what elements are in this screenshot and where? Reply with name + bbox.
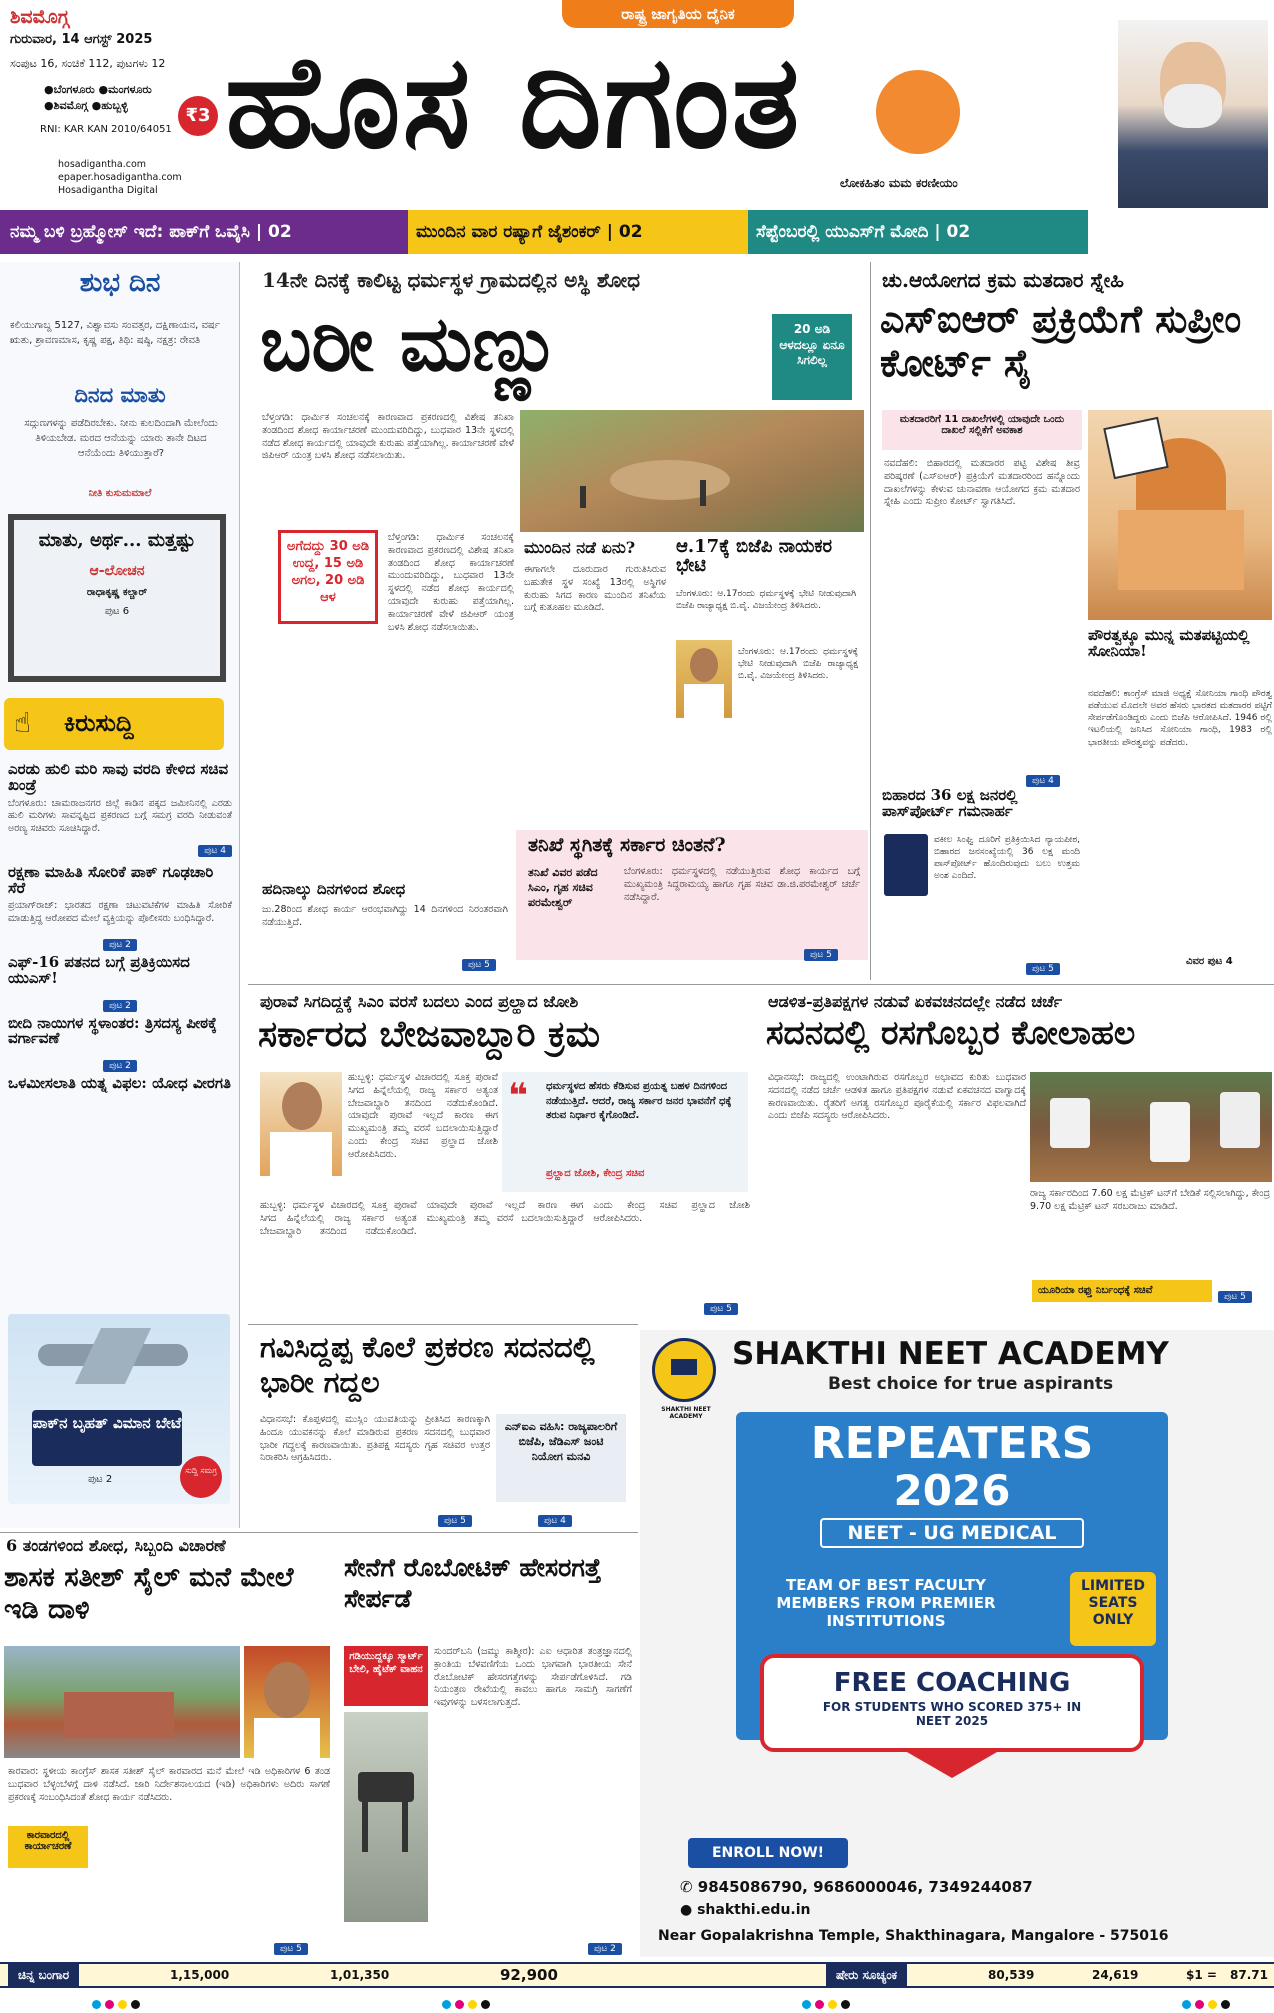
digital-link[interactable]: Hosadigantha Digital bbox=[58, 185, 158, 196]
panchanga: ಕಲಿಯುಗಾಬ್ದ 5127, ವಿಶ್ವಾವಸು ಸಂವತ್ಸರ, ದಕ್ಷಿಣಾಯನ, ವರ್ಷ ಋತು, ಶ್ರಾವಣಮಾಸ, ಕೃಷ್ಣ ಪಕ್ಷ, ತಿಥಿ: ಷಷ್ಠಿ, ನಕ್ಷತ್ರ: ರೇವತಿ bbox=[10, 320, 220, 346]
address-line: Near Gopalakrishna Temple, Shakthinagara, Mangalore - 575016 bbox=[658, 1928, 1169, 1944]
left-sidebar bbox=[0, 262, 240, 1528]
murder-side: ಎನ್‌ಐಎ ವಹಿಸಿ: ರಾಜ್ಯಪಾಲರಿಗೆ ಬಿಜೆಪಿ, ಜೆಡಿಎಸ್ ಜಂಟಿ ನಿಯೋಗ ಮನವಿ bbox=[496, 1414, 626, 1502]
joshi-photo bbox=[260, 1072, 342, 1176]
edition-item: ಹುಬ್ಬಳ್ಳಿ bbox=[101, 99, 128, 112]
tanikhe-head[interactable]: ತನಿಖೆ ಸ್ಥಗಿತಕ್ಕೆ ಸರ್ಕಾರ ಚಿಂತನೆ? bbox=[528, 834, 726, 856]
sonia-body: ನವದೆಹಲಿ: ಕಾಂಗ್ರೆಸ್ ಮಾಜಿ ಅಧ್ಯಕ್ಷೆ ಸೋನಿಯಾ ಗಾಂಧಿ ಪೌರತ್ವ ಪಡೆಯುವ ಮೊದಲೇ ಅವರ ಹೆಸರು ಭಾರತದ ಮತದಾರರ ಪಟ್ಟಿಗೆ ಸೇರ್ಪಡೆಗೊಂಡಿದ್ದರು ಎಂದು ಬಿಜೆಪಿ ಆರೋಪಿಸಿದೆ. 1946 ರಲ್ಲಿ ಇಟಲಿಯಲ್ಲಿ ಜನಿಸಿದ ಸೋನಿಯಾ ಗಾಂಧಿ, 1983 ರಲ್ಲಿ ಭಾರತೀಯ ಪೌರತ್ವವನ್ನು ಪಡೆದರು. bbox=[1088, 689, 1272, 748]
epaper-link[interactable]: epaper.hosadigantha.com bbox=[58, 172, 182, 183]
free-coaching-box bbox=[760, 1654, 1144, 1752]
brief-body: ಬೆಂಗಳೂರು: ಚಾಮರಾಜನಗರ ಜಿಲ್ಲೆ ಕಾಡಿನ ಪಕ್ಕದ ಜಮೀನಿನಲ್ಲಿ ಎರಡು ಹುಲಿ ಮರಿಗಳು ಸಾವನ್ನಪ್ಪಿದ ಪ್ರಕರಣದ ಬಗ್ಗೆ ಸಮಗ್ರ ವರದಿ ನೀಡುವಂತೆ ಅರಣ್ಯ ಸಚಿವರು ಸೂಚಿಸಿದ್ದಾರೆ. bbox=[8, 797, 232, 835]
tagline-banner: ರಾಷ್ಟ್ರ ಜಾಗೃತಿಯ ದೈನಿಕ bbox=[562, 0, 794, 28]
date-line: ಗುರುವಾರ, 14 ಆಗಸ್ಟ್ 2025 bbox=[10, 32, 153, 47]
rule bbox=[248, 984, 1274, 985]
teaser-3[interactable]: ಸೆಪ್ಟೆಂಬರಲ್ಲಿ ಯುಎಸ್‌ಗೆ ಮೋದಿ | 02 bbox=[748, 210, 1088, 254]
robot-photo bbox=[344, 1712, 428, 1922]
quote-icon: ❝ bbox=[508, 1076, 528, 1116]
fertilizer-story bbox=[764, 990, 1274, 1320]
joshi-body: ಹುಬ್ಬಳ್ಳಿ: ಧರ್ಮಸ್ಥಳ ವಿಚಾರದಲ್ಲಿ ಸೂಕ್ತ ಪುರಾವೆ ಸಿಗದ ಹಿನ್ನೆಲೆಯಲ್ಲಿ ರಾಜ್ಯ ಸರ್ಕಾರ ಅತ್ಯಂತ ಬೇಜವಾಬ್ದಾರಿ ತನದಿಂದ ನಡೆದುಕೊಂಡಿದೆ. ಯಾವುದೇ ಪುರಾವೆ ಇಲ್ಲದೆ ಕಾರಣ ಈಗ ಮುಖ್ಯಮಂತ್ರಿ ತಮ್ಮ ವರಸೆ ಬದಲಾಯಿಸುತ್ತಿದ್ದಾರೆ ಎಂದು ಕೇಂದ್ರ ಸಚಿವ ಪ್ರಲ್ಹಾದ ಜೋಶಿ ಆರೋಪಿಸಿದರು. bbox=[348, 1072, 498, 1160]
cmyk-dots bbox=[440, 1994, 492, 2013]
brief-head[interactable]: ಎಫ್-16 ಪತನದ ಬಗ್ಗೆ ಪ್ರತಿಕ್ರಿಯಿಸದ ಯುಎಸ್! bbox=[8, 953, 190, 987]
limited-badge: LIMITED SEATS ONLY bbox=[1070, 1572, 1156, 1646]
robot-story bbox=[340, 1536, 638, 1956]
phone-line bbox=[680, 1878, 1033, 1896]
passport-icon bbox=[884, 834, 928, 896]
bjp-visit-body: ಬೆಂಗಳೂರು: ಆ.17ರಂದು ಧರ್ಮಸ್ಥಳಕ್ಕೆ ಭೇಟಿ ನೀಡುವುದಾಗಿ ಬಿಜೆಪಿ ರಾಜ್ಯಾಧ್ಯಕ್ಷ ಬಿ.ವೈ. ವಿಜಯೇಂದ್ರ ತಿಳಿಸಿದರು. bbox=[676, 589, 856, 612]
brief-head[interactable]: ರಕ್ಷಣಾ ಮಾಹಿತಿ ಸೋರಿಕೆ ಪಾಕ್ ಗೂಢಚಾರಿ ಸೆರೆ bbox=[8, 862, 214, 897]
ed-tag: ಕಾರವಾರದಲ್ಲಿ ಕಾರ್ಯಾಚರಣೆ bbox=[8, 1826, 88, 1868]
cmyk-dots bbox=[800, 1994, 852, 2013]
brief-more[interactable]: ಪುಟ 2 bbox=[8, 932, 232, 951]
lead-photo bbox=[520, 410, 864, 532]
quote-source: ನೀತಿ ಕುಸುಮಮಾಲೆ bbox=[88, 488, 152, 499]
lead-body-col2: ಬೆಳ್ತಂಗಡಿ: ಧಾರ್ಮಿಕ ಸಂಚಲನಕ್ಕೆ ಕಾರಣವಾದ ಪ್ರಕರಣದಲ್ಲಿ ವಿಶೇಷ ತನಿಖಾ ತಂಡದಿಂದ ಶೋಧ ಕಾರ್ಯಾಚರಣೆ ಮುಂದುವರಿದಿದ್ದು, ಬುಧವಾರ 13ನೇ ಸ್ಥಳದಲ್ಲಿ ನಡೆದ ಶೋಧ ಕಾರ್ಯದಲ್ಲಿ ಯಾವುದೇ ಕುರುಹು ಪತ್ತೆಯಾಗಿಲ್ಲ. ಕಾರ್ಯಾಚರಣೆ ವೇಳೆ ಜಿಪಿಆರ್ ಯಂತ್ರ ಬಳಸಿ ಶೋಧ ನಡೆಸಲಾಯಿತು. bbox=[388, 532, 514, 633]
academy-title: SHAKTHI NEET ACADEMY bbox=[732, 1336, 1169, 1372]
murder-more[interactable]: ಪುಟ 5 bbox=[438, 1508, 472, 1527]
fertilizer-body-2: ರಾಜ್ಯ ಸರ್ಕಾರದಿಂದ 7.60 ಲಕ್ಷ ಮೆಟ್ರಿಕ್ ಟನ್‌ಗೆ ಬೇಡಿಕೆ ಸಲ್ಲಿಸಲಾಗಿದ್ದು, ಕೇಂದ್ರ 9.70 ಲಕ್ಷ ಮೆಟ್ರಿಕ್ ಟನ್ ಸರಬರಾಜು ಮಾಡಿದೆ. bbox=[1030, 1188, 1270, 1212]
website[interactable]: shakthi.edu.in bbox=[697, 1902, 811, 1918]
cmyk-dots bbox=[1180, 1994, 1232, 2013]
edition-item: ಬೆಂಗಳೂರು bbox=[53, 83, 95, 96]
year-text: 2026 bbox=[893, 1466, 1011, 1515]
motto: ಲೋಕಹಿತಂ ಮಮ ಕರಣೀಯಂ bbox=[840, 176, 958, 190]
lead-kicker[interactable]: 14ನೇ ದಿನಕ್ಕೆ ಕಾಲಿಟ್ಟ ಧರ್ಮಸ್ಥಳ ಗ್ರಾಮದಲ್ಲಿನ ಅಸ್ಥಿ ಶೋಧ bbox=[262, 268, 641, 292]
teaser-text: ನಮ್ಮ ಬಳಿ ಬ್ರಹ್ಮೋಸ್ ಇದೆ: ಪಾಕ್‌ಗೆ ಒವೈಸಿ bbox=[10, 222, 250, 242]
lead-story bbox=[248, 262, 868, 980]
silver-value: 92,900 bbox=[500, 1966, 558, 1984]
fertilizer-headline[interactable]: ಸದನದಲ್ಲಿ ರಸಗೊಬ್ಬರ ಕೋಲಾಹಲ bbox=[766, 1013, 1136, 1052]
fertilizer-more[interactable]: ಪುಟ 5 bbox=[1218, 1284, 1252, 1303]
teaser-strip bbox=[0, 210, 1274, 254]
teaser-page: 02 bbox=[946, 222, 971, 242]
brief-body: ಪ್ರಯಾಗ್‌ರಾಜ್: ಭಾರತದ ರಕ್ಷಣಾ ಚಟುವಟಿಕೆಗಳ ಮಾಹಿತಿ ಸೋರಿಕೆ ಮಾಡುತ್ತಿದ್ದ ಆರೋಪದ ಮೇಲೆ ವ್ಯಕ್ತಿಯನ್ನು ಪೊಲೀಸರು ಬಂಧಿಸಿದ್ದಾರೆ. bbox=[8, 900, 232, 925]
sail-photo bbox=[244, 1646, 330, 1758]
house-photo bbox=[4, 1646, 240, 1758]
neet-ad[interactable] bbox=[640, 1330, 1274, 1957]
teaser-text: ಸೆಪ್ಟೆಂಬರಲ್ಲಿ ಯುಎಸ್‌ಗೆ ಮೋದಿ bbox=[756, 222, 929, 242]
supreme-court-graphic bbox=[1088, 410, 1272, 620]
joshi-story bbox=[248, 990, 756, 1320]
free-coaching-sub: FOR STUDENTS WHO SCORED 375+ IN NEET 2025 bbox=[822, 1700, 1082, 1728]
bihar-head[interactable]: ಬಿಹಾರದ 36 ಲಕ್ಷ ಜನರಲ್ಲಿ ಪಾಸ್‌ಪೋರ್ಟ್ ಗಮನಾರ್ಹ bbox=[882, 786, 1018, 820]
cmyk-dots bbox=[90, 1994, 142, 2013]
globe-icon: ● bbox=[680, 1902, 698, 1918]
joshi-quote-box bbox=[502, 1072, 748, 1192]
column-title: ಮಾತು, ಅರ್ಥ... ಮತ್ತಷ್ಟು bbox=[38, 530, 196, 551]
joshi-quote: ಧರ್ಮಸ್ಥಳದ ಹೆಸರು ಕೆಡಿಸುವ ಪ್ರಯತ್ನ ಬಹಳ ದಿನಗಳಿಂದ ನಡೆಯುತ್ತಿದೆ. ಆದರೆ, ರಾಜ್ಯ ಸರ್ಕಾರ ಜನರ ಭಾವನೆಗೆ ಧಕ್ಕೆ ತರುವ ನಿರ್ಧಾರ ಕೈಗೊಂಡಿದೆ. bbox=[546, 1081, 732, 1121]
gold-label: ಚಿನ್ನ ಬಂಗಾರ bbox=[8, 1964, 79, 1986]
brief-head[interactable]: ಬೀದಿ ನಾಯಿಗಳ ಸ್ಥಳಾಂತರ: ತ್ರಿಸದಸ್ಯ ಪೀಠಕ್ಕೆ ವರ್ಗಾವಣೆ bbox=[8, 1013, 217, 1048]
rule bbox=[0, 1532, 638, 1533]
lead-sub-body: ಜು.28ರಿಂದ ಶೋಧ ಕಾರ್ಯ ಆರಂಭವಾಗಿದ್ದು 14 ದಿನಗಳಿಂದ ನಿರಂತರವಾಗಿ ನಡೆಯುತ್ತಿದೆ. bbox=[262, 904, 508, 928]
nifty-value: 24,619 bbox=[1092, 1968, 1139, 1982]
lead-red-box: ಅಗೆದದ್ದು 30 ಅಡಿ ಉದ್ದ, 15 ಅಡಿ ಅಗಲ, 20 ಅಡಿ ಆಳ bbox=[278, 530, 378, 624]
web-links bbox=[58, 158, 182, 197]
newspaper-title: ಹೊಸ ದಿಗಂತ bbox=[225, 28, 802, 177]
course-text: NEET - UG MEDICAL bbox=[820, 1518, 1084, 1548]
academy-logo-icon bbox=[652, 1338, 716, 1402]
hand-icon: ☝ bbox=[14, 706, 32, 739]
ed-headline[interactable]: ಶಾಸಕ ಸತೀಶ್ ಸೈಲ್ ಮನೆ ಮೇಲೆ ಇಡಿ ದಾಳಿ bbox=[4, 1562, 294, 1626]
sonia-head[interactable]: ಪೌರತ್ವಕ್ಕೂ ಮುನ್ನ ಮತಪಟ್ಟಿಯಲ್ಲಿ ಸೋನಿಯಾ! bbox=[1088, 626, 1250, 660]
ed-body: ಕಾರವಾರ: ಸ್ಥಳೀಯ ಕಾಂಗ್ರೆಸ್ ಶಾಸಕ ಸತೀಶ್ ಸೈಲ್ ಕಾರವಾರದ ಮನೆ ಮೇಲೆ ಇಡಿ ಅಧಿಕಾರಿಗಳ 6 ತಂಡ ಬುಧವಾರ ಬೆಳ್ಳಂಬೆಳಗ್ಗೆ ದಾಳಿ ನಡೆಸಿದೆ. ಜಾರಿ ನಿರ್ದೇಶನಾಲಯದ (ಇಡಿ) ಅಧಿಕಾರಿಗಳು ಅದಿರು ಸಾಗಣೆ ಪ್ರಕರಣಕ್ಕೆ ಸಂಬಂಧಿಸಿದಂತೆ ಶೋಧ ಕಾರ್ಯ ನಡೆಸಿದರು. bbox=[8, 1766, 330, 1803]
plane-box[interactable] bbox=[8, 1314, 230, 1504]
brief-more[interactable]: ಪುಟ 2 bbox=[8, 993, 232, 1012]
murder-side-more[interactable]: ಪುಟ 4 bbox=[538, 1508, 572, 1527]
fertilizer-kicker[interactable]: ಆಡಳಿತ-ಪ್ರತಿಪಕ್ಷಗಳ ನಡುವೆ ಏಕವಚನದಲ್ಲೇ ನಡೆದ ಚರ್ಚೆ bbox=[768, 992, 1062, 1011]
assembly-photo bbox=[1030, 1072, 1272, 1182]
rule bbox=[248, 1324, 638, 1325]
edition-label: ಶಿವಮೊಗ್ಗ bbox=[10, 6, 70, 28]
column-page: ಪುಟ 6 bbox=[104, 605, 130, 617]
joshi-kicker[interactable]: ಪುರಾವೆ ಸಿಗದಿದ್ದಕ್ಕೆ ಸಿಎಂ ವರಸೆ ಬದಲು ಎಂದ ಪ್ರಲ್ಹಾದ ಜೋಶಿ bbox=[260, 992, 579, 1011]
sc-body: ನವದೆಹಲಿ: ಬಿಹಾರದಲ್ಲಿ ಮತದಾರರ ಪಟ್ಟಿ ವಿಶೇಷ ತೀವ್ರ ಪರಿಷ್ಕರಣೆ (ಎಸ್‌ಐಆರ್) ಪ್ರಕ್ರಿಯೆಗೆ ಮತದಾರರಿಂದ ಹನ್ನೊಂದು ದಾಖಲೆಗಳನ್ನು ಕೇಳುವ ಚುನಾವಣಾ ಆಯೋಗದ ಕ್ರಮ ಮತದಾರ ಸ್ನೇಹಿ ಎಂದು ಸುಪ್ರೀಂ ಕೋರ್ಟ್ ಸ್ವಾಗತಿಸಿದೆ. bbox=[884, 458, 1080, 508]
joshi-body-2: ಹುಬ್ಬಳ್ಳಿ: ಧರ್ಮಸ್ಥಳ ವಿಚಾರದಲ್ಲಿ ಸೂಕ್ತ ಪುರಾವೆ ಸಿಗದ ಹಿನ್ನೆಲೆಯಲ್ಲಿ ರಾಜ್ಯ ಸರ್ಕಾರ ಅತ್ಯಂತ ಬೇಜವಾಬ್ದಾರಿ ತನದಿಂದ ನಡೆದುಕೊಂಡಿದೆ. ಯಾವುದೇ ಪುರಾವೆ ಇಲ್ಲದೆ ಕಾರಣ ಈಗ ಮುಖ್ಯಮಂತ್ರಿ ತಮ್ಮ ವರಸೆ ಬದಲಾಯಿಸುತ್ತಿದ್ದಾರೆ ಎಂದು ಕೇಂದ್ರ ಸಚಿವ ಪ್ರಲ್ಹಾದ ಜೋಶಿ ಆರೋಪಿಸಿದರು. bbox=[260, 1200, 750, 1237]
joshi-headline[interactable]: ಸರ್ಕಾರದ ಬೇಜವಾಬ್ದಾರಿ ಕ್ರಮ bbox=[258, 1014, 600, 1055]
teaser-1[interactable]: ನಮ್ಮ ಬಳಿ ಬ್ರಹ್ಮೋಸ್ ಇದೆ: ಪಾಕ್‌ಗೆ ಒವೈಸಿ | 02 bbox=[0, 210, 408, 254]
lead-sub-head[interactable]: ಹದಿನಾಲ್ಕು ದಿನಗಳಿಂದ ಶೋಧ bbox=[262, 880, 406, 898]
brief-head[interactable]: ಒಳಮೀಸಲಾತಿ ಯತ್ನ ವಿಫಲ: ಯೋಧ ವೀರಗತಿ bbox=[8, 1074, 231, 1093]
murder-body: ವಿಧಾನಸಭೆ: ಕೊಪ್ಪಳದಲ್ಲಿ ಮುಸ್ಲಿಂ ಯುವತಿಯನ್ನು ಪ್ರೀತಿಸಿದ ಕಾರಣಕ್ಕಾಗಿ ಹಿಂದೂ ಯುವಕನನ್ನು ಕೊಲೆ ಮಾಡಿರುವ ಪ್ರಕರಣ ಸದನದಲ್ಲಿ ಬುಧವಾರ ಭಾರೀ ಗದ್ದಲಕ್ಕೆ ಕಾರಣವಾಯಿತು. ಪ್ರತಿಪಕ್ಷ ಸದಸ್ಯರು ಗೃಹ ಸಚಿವರ ಉತ್ತರ ನಿರಾಕರಿಸಿ ಆಗ್ರಹಿಸಿದರು. bbox=[260, 1414, 490, 1464]
briefs-list bbox=[8, 762, 232, 1092]
pm-photo bbox=[1118, 20, 1268, 208]
robot-headline[interactable]: ಸೇನೆಗೆ ರೊಬೋಟಿಕ್ ಹೇಸರಗತ್ತೆ ಸೇರ್ಪಡೆ bbox=[344, 1553, 602, 1614]
market-ticker bbox=[0, 1962, 1274, 1988]
kiru-sudhi-banner bbox=[4, 698, 224, 750]
bjp-visit-body-2: ಬೆಂಗಳೂರು: ಆ.17ರಂದು ಧರ್ಮಸ್ಥಳಕ್ಕೆ ಭೇಟಿ ನೀಡುವುದಾಗಿ ಬಿಜೆಪಿ ರಾಜ್ಯಾಧ್ಯಕ್ಷ ಬಿ.ವೈ. ವಿಜಯೇಂದ್ರ ತಿಳಿಸಿದರು. bbox=[738, 647, 858, 682]
joshi-more[interactable]: ಪುಟ 5 bbox=[704, 1296, 738, 1315]
sc-kicker[interactable]: ಚು.ಆಯೋಗದ ಕ್ರಮ ಮತದಾರ ಸ್ನೇಹಿ bbox=[882, 268, 1125, 292]
teaser-text: ಮುಂದಿನ ವಾರ ರಷ್ಯಾಗೆ ಜೈಶಂಕರ್ bbox=[416, 222, 601, 242]
kiru-sudhi-title: ಕಿರುಸುದ್ದಿ bbox=[64, 708, 134, 737]
masthead bbox=[0, 0, 1274, 208]
vijayendra-photo bbox=[676, 640, 732, 718]
tanikhe-body: ಬೆಂಗಳೂರು: ಧರ್ಮಸ್ಥಳದಲ್ಲಿ ನಡೆಯುತ್ತಿರುವ ಶೋಧ ಕಾರ್ಯದ ಬಗ್ಗೆ ಮುಖ್ಯಮಂತ್ರಿ ಸಿದ್ದರಾಮಯ್ಯ ಹಾಗೂ ಗೃಹ ಸಚಿವ ಡಾ.ಜಿ.ಪರಮೇಶ್ವರ್ ಚರ್ಚೆ ನಡೆಸಿದ್ದಾರೆ. bbox=[624, 866, 860, 903]
teaser-2[interactable]: ಮುಂದಿನ ವಾರ ರಷ್ಯಾಗೆ ಜೈಶಂಕರ್ | 02 bbox=[408, 210, 748, 254]
lead-side-box: 20 ಅಡಿ ಆಳದಲ್ಲೂ ಏನೂ ಸಿಗಲಿಲ್ಲ bbox=[772, 314, 852, 400]
edition-item: ಮಂಗಳೂರು bbox=[108, 83, 152, 96]
next-step-body: ಈಗಾಗಲೇ ದೂರುದಾರ ಗುರುತಿಸಿರುವ ಬಹುತೇಕ ಸ್ಥಳ ಸಂಖ್ಯೆ 13ರಲ್ಲಿ ಅಸ್ಥಿಗಳ ಕುರುಹು ಸಿಗದ ಕಾರಣ ಮುಂದಿನ ತನಿಖೆಯ ಬಗ್ಗೆ ಕುತೂಹಲ ಮೂಡಿದೆ. bbox=[524, 564, 666, 614]
robot-more[interactable]: ಪುಟ 2 bbox=[588, 1936, 622, 1955]
column-author: ರಾಧಾಕೃಷ್ಣ ಕಲ್ಚಾರ್ bbox=[86, 586, 148, 598]
fertilizer-body: ವಿಧಾನಸಭೆ: ರಾಜ್ಯದಲ್ಲಿ ಉಂಟಾಗಿರುವ ರಸಗೊಬ್ಬರ ಅಭಾವದ ಕುರಿತು ಬುಧವಾರ ಸದನದಲ್ಲಿ ನಡೆದ ಚರ್ಚೆ ಆಡಳಿತ ಹಾಗೂ ಪ್ರತಿಪಕ್ಷಗಳ ನಡುವೆ ಏಕವಚನದ ವಾಗ್ವಾದಕ್ಕೆ ಕಾರಣವಾಯಿತು. ರೈತರಿಗೆ ಅಗತ್ಯ ರಸಗೊಬ್ಬರ ಪೂರೈಕೆಯಲ್ಲಿ ಸರ್ಕಾರ ವಿಫಲವಾಗಿದೆ ಎಂದು ಬಿಜೆಪಿ ಸದಸ್ಯರು ಆರೋಪಿಸಿದರು. bbox=[768, 1072, 1026, 1122]
usd-label: $1 = bbox=[1186, 1968, 1217, 1982]
gold-value-2: 1,01,350 bbox=[330, 1968, 390, 1982]
lead-more[interactable]: ಪುಟ 5 bbox=[462, 952, 496, 971]
plane-title: ಪಾಕ್‌ನ ಬೃಹತ್ ವಿಮಾನ ಬೇಟೆ bbox=[32, 1410, 182, 1466]
rule bbox=[870, 262, 871, 980]
brief-more[interactable]: ಪುಟ 4 bbox=[8, 838, 232, 857]
sc-headline[interactable]: ಎಸ್‌ಐಆರ್ ಪ್ರಕ್ರಿಯೆಗೆ ಸುಪ್ರೀಂ ಕೋರ್ಟ್ ಸೈ bbox=[880, 297, 1242, 385]
robot-body: ಸುಂದರ್‌ಬನಿ (ಜಮ್ಮು ಕಾಶ್ಮೀರ): ಎಐ ಆಧಾರಿತ ತಂತ್ರಜ್ಞಾನದಲ್ಲಿ ಕ್ರಾಂತಿಯ ಬೆಳವಣಿಗೆಯ ಒಂದು ಭಾಗವಾಗಿ ಭಾರತೀಯ ಸೇನೆ ರೊಬೋಟಿಕ್ ಹೇಸರಗತ್ತೆಗಳನ್ನು ಸೇರ್ಪಡೆಗೊಳಿಸಿದೆ. ಗಡಿ ನಿಯಂತ್ರಣ ರೇಖೆಯಲ್ಲಿ ಕಾವಲು ಹಾಗೂ ಸಾಮಗ್ರಿ ಸಾಗಣೆಗೆ ಇವುಗಳನ್ನು ಬಳಸಲಾಗುತ್ತದೆ. bbox=[434, 1646, 632, 1709]
sc-pink-box: ಮತದಾರರಿಗೆ 11 ದಾಖಲೆಗಳಲ್ಲಿ ಯಾವುದೇ ಒಂದು ದಾಖಲೆ ಸಲ್ಲಿಕೆಗೆ ಅವಕಾಶ bbox=[882, 410, 1082, 450]
robot-tag: ಗಡಿಯುದ್ದಕ್ಕೂ ಸ್ಮಾರ್ಟ್ ಬೇಲಿ, ಹೈಟೆಕ್ ವಾಹನ bbox=[344, 1646, 428, 1706]
ed-more[interactable]: ಪುಟ 5 bbox=[274, 1936, 308, 1955]
web-line bbox=[680, 1902, 811, 1918]
day-quote: ಸದ್ಗುಣಗಳನ್ನು ಪಡೆದಿರಬೇಕು. ನೀನು ಕುಲದಿಂದಾಗಿ ಮೇಲೆಂದು ತಿಳಿಯಬೇಡ. ಮರದ ಆನೆಯನ್ನು ಯಾರು ತಾನೇ ದಿಟದ ಆನೆಯೆಂದು ತಿಳಿಯುತ್ತಾರೆ? bbox=[24, 418, 218, 459]
bihar-more[interactable]: ಪುಟ 5 bbox=[1026, 956, 1060, 975]
bihar-body: ವಕೀಲ ಸಿಂಘ್ವಿ ದೂರಿಗೆ ಪ್ರತಿಕ್ರಿಯಿಸಿದ ನ್ಯಾಯಪೀಠ, ಬಿಹಾರದ ಜನಸಂಖ್ಯೆಯಲ್ಲಿ 36 ಲಕ್ಷ ಮಂದಿ ಪಾಸ್‌ಪೋರ್ಟ್ ಹೊಂದಿರುವುದು ಬಲು ಉತ್ತಮ ಅಂಶ ಎಂದಿದೆ. bbox=[934, 835, 1080, 882]
column-box[interactable] bbox=[8, 514, 226, 682]
enroll-button[interactable]: ENROLL NOW! bbox=[688, 1838, 848, 1868]
next-step-head[interactable]: ಮುಂದಿನ ನಡೆ ಏನು? bbox=[524, 538, 636, 557]
red-chevron bbox=[900, 1748, 1004, 1778]
edition-item: ಶಿವಮೊಗ್ಗ bbox=[53, 99, 88, 112]
academy-logo-text: SHAKTHI NEET ACADEMY bbox=[661, 1406, 711, 1420]
column-name: ಆ-ಲೋಚನ bbox=[89, 562, 145, 579]
market-label: ಷೇರು ಸೂಚ್ಯಂಕ bbox=[826, 1964, 907, 1986]
plane-page: ಪುಟ 2 bbox=[88, 1474, 113, 1485]
editions-box: ●ಬೆಂಗಳೂರು ●ಮಂಗಳೂರು ●ಶಿವಮೊಗ್ಗ ●ಹುಬ್ಬಳ್ಳಿ bbox=[44, 83, 152, 112]
sensex-value: 80,539 bbox=[988, 1968, 1035, 1982]
tanikhe-more[interactable]: ಪುಟ 5 bbox=[804, 942, 838, 961]
murder-story bbox=[248, 1328, 634, 1528]
murder-headline[interactable]: ಗವಿಸಿದ್ದಪ್ಪ ಕೊಲೆ ಪ್ರಕರಣ ಸದನದಲ್ಲಿ ಭಾರೀ ಗದ್ದಲ bbox=[260, 1330, 595, 1399]
teaser-page: 02 bbox=[618, 222, 643, 242]
phone-icon: ✆ bbox=[680, 1878, 698, 1896]
issue-line: ಸಂಪುಟ 16, ಸಂಚಿಕೆ 112, ಪುಟಗಳು 12 bbox=[10, 57, 166, 70]
usd-value: 87.71 bbox=[1230, 1968, 1268, 1982]
phone-numbers[interactable]: 9845086790, 9686000046, 7349244087 bbox=[697, 1878, 1033, 1896]
lead-body: ಬೆಳ್ತಂಗಡಿ: ಧಾರ್ಮಿಕ ಸಂಚಲನಕ್ಕೆ ಕಾರಣವಾದ ಪ್ರಕರಣದಲ್ಲಿ ವಿಶೇಷ ತನಿಖಾ ತಂಡದಿಂದ ಶೋಧ ಕಾರ್ಯಾಚರಣೆ ಮುಂದುವರಿದಿದ್ದು, ಬುಧವಾರ 13ನೇ ಸ್ಥಳದಲ್ಲಿ ನಡೆದ ಶೋಧ ಕಾರ್ಯದಲ್ಲಿ ಯಾವುದೇ ಕುರುಹು ಪತ್ತೆಯಾಗಿಲ್ಲ. ಕಾರ್ಯಾಚರಣೆ ವೇಳೆ ಜಿಪಿಆರ್ ಯಂತ್ರ ಬಳಸಿ ಶೋಧ ನಡೆಸಲಾಯಿತು. bbox=[262, 412, 514, 462]
sonia-more[interactable]: ವಿವರ ಪುಟ 4 bbox=[1186, 956, 1233, 967]
ed-kicker[interactable]: 6 ತಂಡಗಳಿಂದ ಶೋಧ, ಸಿಬ್ಬಂದಿ ವಿಚಾರಣೆ bbox=[6, 1536, 226, 1555]
gold-value: 1,15,000 bbox=[170, 1968, 230, 1982]
registration-dots bbox=[0, 1994, 1274, 2006]
tanikhe-side: ತನಿಖೆ ವಿವರ ಪಡೆದ ಸಿಎಂ, ಗೃಹ ಸಚಿವ ಪರಮೇಶ್ವರ್ bbox=[528, 866, 598, 909]
free-coaching-title: FREE COACHING bbox=[833, 1668, 1071, 1698]
fertilizer-tag: ಯೂರಿಯಾ ರಫ್ತು ನಿರ್ಬಂಧಕ್ಕೆ ಸಚಿವೆ bbox=[1032, 1280, 1212, 1302]
teaser-page: 02 bbox=[268, 222, 292, 242]
shubha-dina-title: ಶುಭ ದಿನ bbox=[79, 268, 161, 298]
price-badge: ₹3 bbox=[178, 96, 218, 136]
ed-raid-story bbox=[0, 1536, 336, 1956]
dina-matu-title: ದಿನದ ಮಾತು bbox=[74, 382, 166, 407]
sun-emblem-icon bbox=[876, 70, 960, 154]
joshi-quote-by: ಪ್ರಲ್ಹಾದ ಜೋಶಿ, ಕೇಂದ್ರ ಸಚಿವ bbox=[546, 1168, 645, 1179]
sudhi-samagra-badge: ಸುದ್ದಿ ಸಮಗ್ರ bbox=[180, 1456, 222, 1498]
sc-more[interactable]: ಪುಟ 4 bbox=[1026, 768, 1060, 787]
website-link[interactable]: hosadigantha.com bbox=[58, 159, 147, 170]
faculty-text: TEAM OF BEST FACULTY MEMBERS FROM PREMIER INSTITUTIONS bbox=[776, 1576, 996, 1630]
sc-story bbox=[876, 262, 1274, 980]
brief-head[interactable]: ಎರಡು ಹುಲಿ ಮರಿ ಸಾವು ವರದಿ ಕೇಳಿದ ಸಚಿವ ಖಂಡ್ರೆ bbox=[8, 760, 229, 794]
bjp-visit-head[interactable]: ಆ.17ಕ್ಕೆ ಬಿಜೆಪಿ ನಾಯಕರ ಭೇಟಿ bbox=[676, 536, 832, 576]
rni-line: RNI: KAR KAN 2010/64051 bbox=[40, 124, 172, 135]
repeaters-text: REPEATERS bbox=[810, 1418, 1094, 1469]
brief-more[interactable]: ಪುಟ 2 bbox=[8, 1053, 232, 1072]
academy-tagline: Best choice for true aspirants bbox=[828, 1374, 1114, 1394]
lead-headline[interactable]: ಬರೀ ಮಣ್ಣು bbox=[260, 299, 561, 388]
